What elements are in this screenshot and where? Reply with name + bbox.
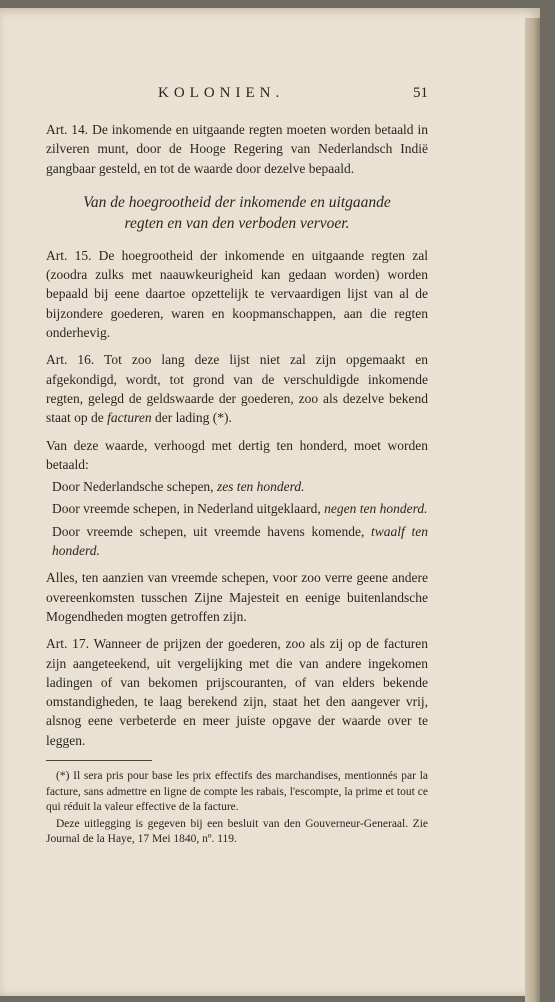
- footnote-french: (*) Il sera pris pour base les prix effectifs des marchandises, mentionnés par la facture, sans admettre en ligne de compte les rabais, l'escompte, la prime et tout ce qui réduit la valeur effective de la facture.: [46, 770, 428, 814]
- duty-line-rate: twaalf ten honderd.: [52, 523, 428, 559]
- page-number: 51: [413, 85, 428, 101]
- duty-line: [46, 477, 428, 496]
- alles-paragraph: Alles, ten aanzien van vreemde schepen, voor zoo verre geene andere overeenkomsten tusschen Zijne Majesteit en eenige buitenlandsche Mogendheden mogten getroffen zijn.: [46, 570, 428, 624]
- article-14: Art. 14. De inkomende en uitgaande regten moeten worden betaald in zilveren munt, door de Hooge Regering van Nederlandsch Indië gangbaar gesteld, en tot de waarde door dezelve bepaald.: [46, 122, 428, 176]
- section-heading: [46, 192, 428, 234]
- running-head: KOLONIEN.: [158, 85, 285, 101]
- page-text: [46, 84, 428, 849]
- article-16-end: der lading (*).: [151, 410, 232, 426]
- article-16: [46, 350, 428, 427]
- duty-line-text: Door Nederlandsche schepen,: [52, 479, 217, 495]
- duty-line-rate: zes ten honderd.: [216, 479, 305, 495]
- footnote-rule: [46, 760, 152, 761]
- duty-line-text: Door vreemde schepen, in Nederland uitgeklaard,: [52, 501, 325, 517]
- duty-line-text: Door vreemde schepen, uit vreemde havens komende,: [52, 523, 372, 539]
- article-17: Art. 17. Wanneer de prijzen der goederen, zoo als zij op de facturen zijn aangeteekend, uit vergelijking met die van andere ingekomen ladingen of van bekomen prijscouranten, of van elders bekende omstandigheden, te laag berekend zijn, staat het den aangever vrij, alsnog eene verbeterde en meer juiste opgave der waarde over te leggen.: [46, 636, 428, 748]
- duty-intro: Van deze waarde, verhoogd met dertig ten honderd, moet worden betaald:: [46, 437, 428, 472]
- duty-line-rate: negen ten honderd.: [324, 501, 428, 517]
- duty-line: [46, 522, 428, 561]
- footnote-dutch: Deze uitlegging is gegeven bij een besluit van den Gouverneur-Generaal. Zie Journal de la Haye, 17 Mei 1840, nº. 119.: [46, 817, 428, 846]
- section-heading-line-2: regten en van den verboden vervoer.: [124, 214, 350, 232]
- article-15: Art. 15. De hoegrootheid der inkomende en uitgaande regten zal (zoodra zulks met naauwkeurigheid kan gedaan worden) worden bepaald bij eene daartoe opzettelijk te vervaardigen lijst van al de bijzondere goederen, waren en koopmanschappen, aan die regten onderhevig.: [46, 247, 428, 341]
- article-16-text: Art. 16. Tot zoo lang deze lijst niet zal zijn opgemaakt en afgekondigd, wordt, tot grond van de verschuldigde inkomende regten, gelegd de geldswaarde der goederen, zoo als dezelve bekend staat op de: [46, 352, 428, 426]
- article-16-italic: facturen: [107, 410, 152, 426]
- page-header: [46, 84, 428, 106]
- section-heading-line-1: Van de hoegrootheid der inkomende en uitgaande: [83, 193, 391, 211]
- page-edge-shadow: [525, 18, 540, 1002]
- book-page: [0, 8, 540, 996]
- duty-line: [46, 499, 428, 518]
